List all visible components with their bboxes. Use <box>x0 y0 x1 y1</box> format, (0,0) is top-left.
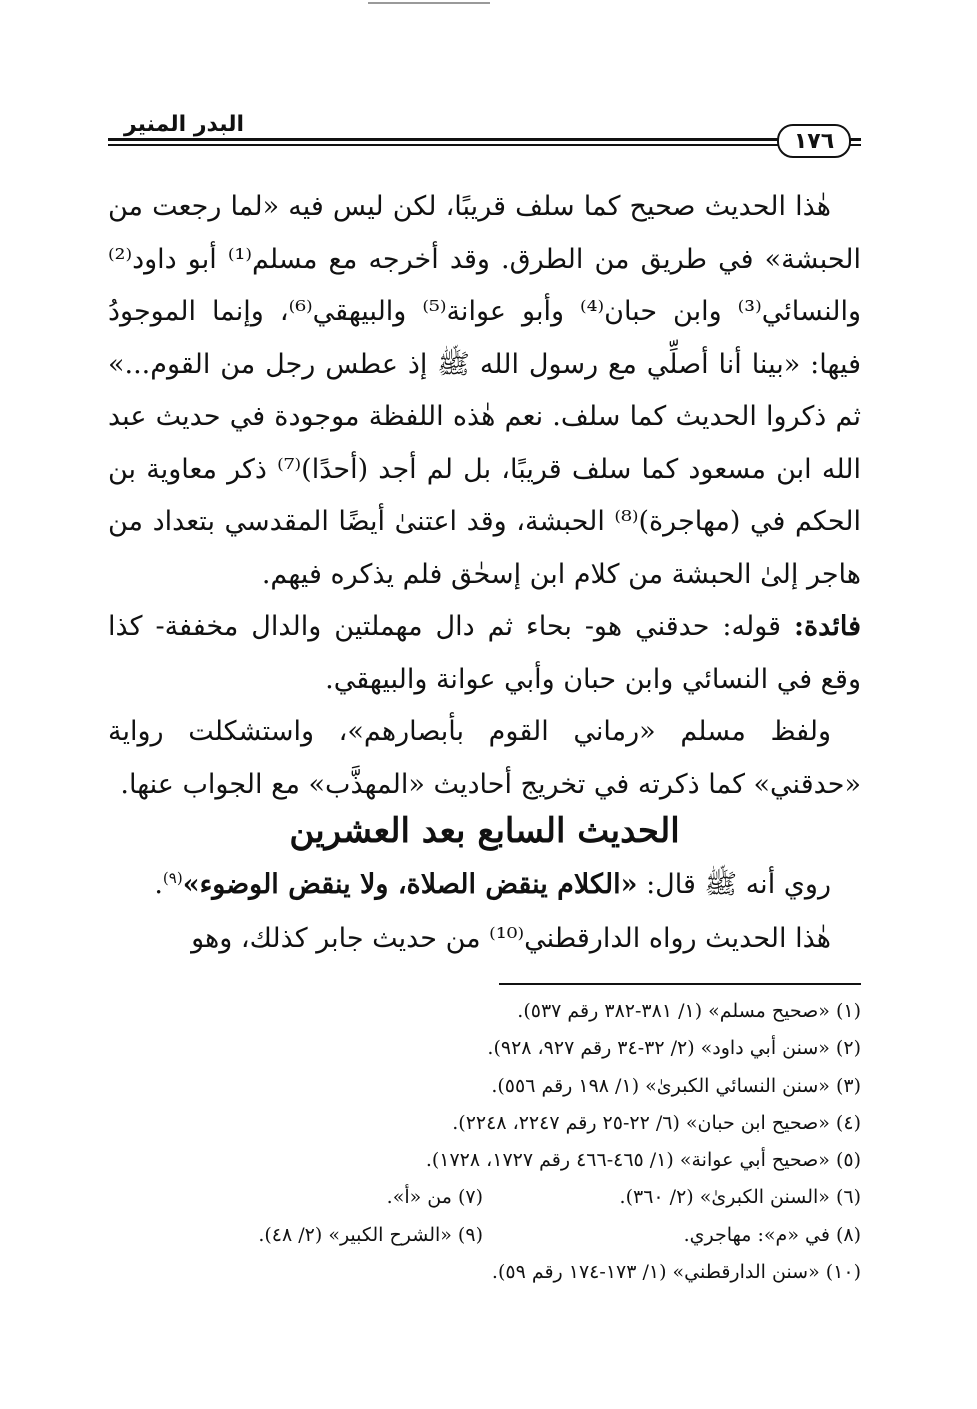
footnote: (٤) «صحيح ابن حبان» (٦/ ٢٢-٢٥ رقم ٢٢٤٧، ٢٢٤٨). <box>452 1111 861 1134</box>
footnote: (٥) «صحيح أبي عوانة» (١/ ٤٦٥-٤٦٦ رقم ١٧٢٧، ١٧٢٨). <box>425 1149 861 1172</box>
footnote: (٢) «سنن أبي داود» (٢/ ٣٢-٣٤ رقم ٩٢٧، ٩٢٨). <box>487 1037 861 1060</box>
footnotes <box>116 993 861 1291</box>
page-number: ١٧٦ <box>777 124 851 158</box>
paragraph: ولفظ مسلم «رماني القوم بأبصارهم»، واستشكلت رواية «حدقني» كما ذكرته في تخريج أحاديث «المهذَّب» مع الجواب عنها. <box>108 716 861 800</box>
scan-mark <box>368 2 490 4</box>
footnote: (٧) من «أ». <box>386 1186 483 1209</box>
section-heading: الحديث السابع بعد العشرين <box>289 811 680 851</box>
header-rule <box>108 138 861 141</box>
hadith-intro: روي أنه ﷺ قال: <box>637 869 831 900</box>
paragraph: هٰذا الحديث رواه الدارقطني⁽¹⁰⁾ من حديث جابر كذلك، وهو <box>191 923 831 954</box>
note-text: قوله: حدقني هو- بحاء ثم دال مهملتين والدال مخففة- كذا وقع في النسائي وابن حبان وأبي عوانة والبيهقي. <box>108 611 861 695</box>
page-header <box>108 108 861 156</box>
header-rule-thin <box>108 144 861 146</box>
footnote: (٦) «السنن الكبرىٰ» (٢/ ٣٦٠). <box>619 1186 861 1209</box>
footnote: (١٠) «سنن الدارقطني» (١/ ١٧٣-١٧٤ رقم ٥٩). <box>491 1261 861 1284</box>
footnote-ref: (٩) <box>162 869 183 887</box>
note-paragraph <box>108 601 861 706</box>
footnote: (٣) «سنن النسائي الكبرىٰ» (١/ ١٩٨ رقم ٥٥٦). <box>491 1074 861 1097</box>
footnote: (١) «صحيح مسلم» (١/ ٣٨١-٣٨٢ رقم ٥٣٧). <box>517 1000 861 1022</box>
footnote-row <box>116 1217 861 1254</box>
hadith-line: روي أنه ﷺ قال: «الكلام ينقض الصلاة، ولا ينقض الوضوء»$^{(٩)}$. <box>154 869 831 900</box>
footnote-row <box>116 1179 861 1216</box>
section-text <box>108 858 861 966</box>
running-title: البدر المنير <box>114 112 254 137</box>
main-text <box>108 181 861 811</box>
footnote-separator <box>499 983 861 985</box>
footnote: (٩) «الشرح الكبير» (٢/ ٤٨). <box>258 1223 483 1246</box>
note-label: فائدة: <box>794 611 861 642</box>
hadith-text: «الكلام ينقض الصلاة، ولا ينقض الوضوء» <box>182 869 638 900</box>
paragraph: هٰذا الحديث صحيح كما سلف قريبًا، لكن ليس فيه «لما رجعت من الحبشة» في طريق من الطرق. وقد أخرجه مع مسلم⁽¹⁾ أبو داود⁽²⁾ والنسائي⁽³⁾ وابن حبان⁽⁴⁾ وأبو عوانة⁽⁵⁾ والبيهقي⁽⁶⁾، وإنما الموجودُ فيها: «بينا أنا أصلِّي مع رسول الله ﷺ إذ عطس رجل من القوم...» ثم ذكروا الحديث كما سلف. نعم هٰذه اللفظة موجودة في حديث عبد الله ابن مسعود كما سلف قريبًا، بل لم أجد (أحدًا)⁽⁷⁾ ذكر معاوية بن الحكم في (مهاجرة)⁽⁸⁾ الحبشة، وقد اعتنىٰ أيضًا المقدسي بتعداد من هاجر إلىٰ الحبشة من كلام ابن إسحٰق فلم يذكره فيهم. <box>108 191 862 590</box>
footnote: (٨) في «م»: مهاجري. <box>683 1223 861 1246</box>
